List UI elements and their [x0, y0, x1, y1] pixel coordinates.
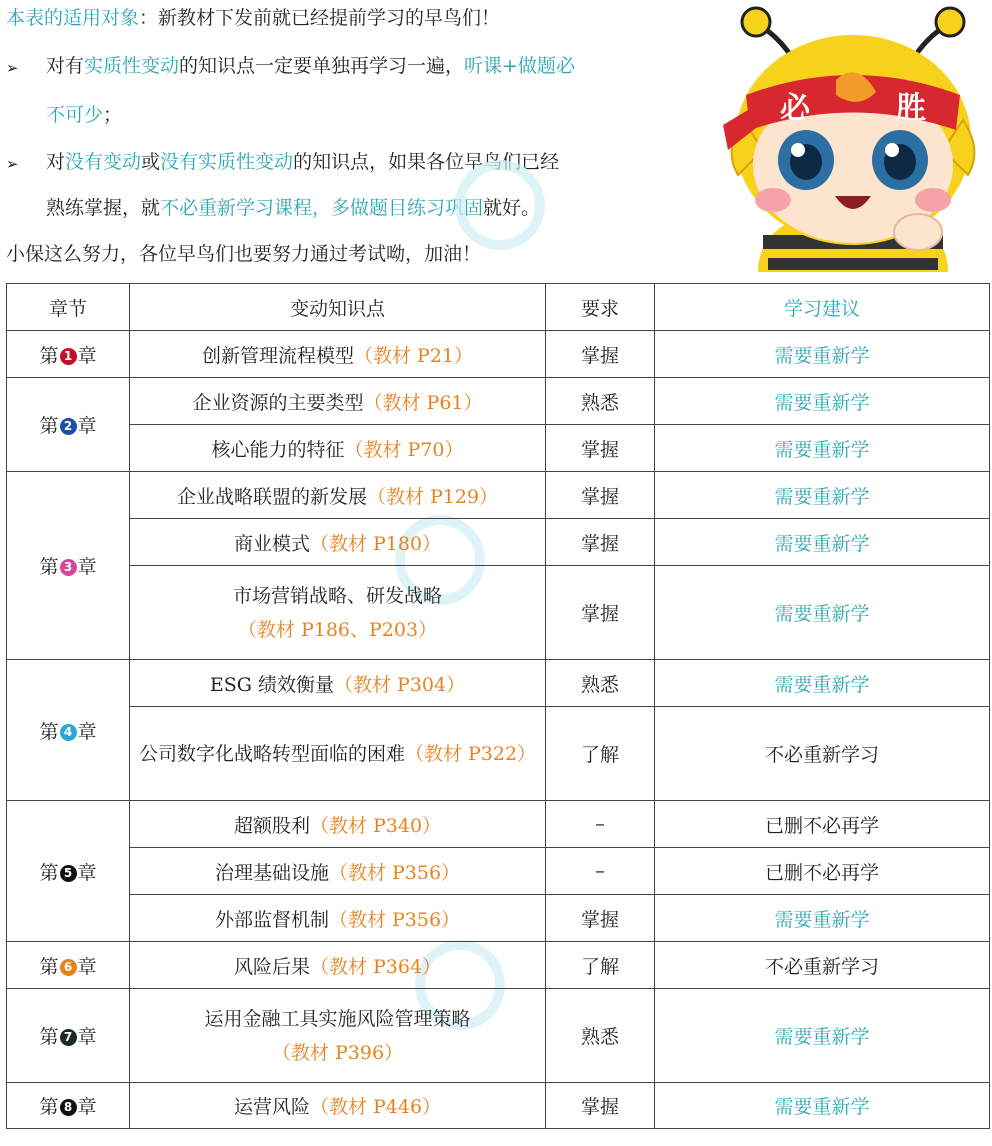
topic-cell: 治理基础设施（教材 P356）	[130, 848, 546, 895]
requirement-cell: 掌握	[546, 566, 655, 660]
table-row	[7, 895, 990, 942]
advice-cell: 需要重新学	[655, 660, 990, 707]
bullet-1-line-2: 不可少；	[46, 104, 123, 126]
advice-cell: 需要重新学	[655, 331, 990, 378]
requirement-cell: 熟悉	[546, 378, 655, 425]
chapter-number-badge: 2	[60, 418, 77, 435]
table-row	[7, 801, 990, 848]
chapter-cell: 第 5 章	[7, 801, 130, 942]
chapter-number-badge: 8	[60, 1099, 77, 1116]
topic-cell: 超额股利（教材 P340）	[130, 801, 546, 848]
chapter-cell: 第 4 章	[7, 660, 130, 801]
advice-cell: 需要重新学	[655, 472, 990, 519]
table-row	[7, 1083, 990, 1129]
header-topic: 变动知识点	[130, 284, 546, 331]
bullet-2-line-2: 熟练掌握，就不必重新学习课程，多做题目练习巩固就好。	[46, 197, 541, 219]
applicable-audience-text: ：新教材下发前就已经提前学习的早鸟们！	[139, 7, 501, 29]
header-requirement: 要求	[546, 284, 655, 331]
bee-mascot-image	[718, 0, 988, 272]
chapter-cell: 第 7 章	[7, 989, 130, 1083]
advice-cell: 需要重新学	[655, 566, 990, 660]
intro-line-1	[6, 2, 500, 35]
applicable-audience-label: 本表的适用对象	[6, 7, 140, 29]
requirement-cell: 了解	[546, 707, 655, 801]
table-row	[7, 425, 990, 472]
table-row	[7, 472, 990, 519]
requirement-cell: 熟悉	[546, 989, 655, 1083]
topic-cell: 创新管理流程模型（教材 P21）	[130, 331, 546, 378]
bullet-1-line-1: 对有实质性变动的知识点一定要单独再学习一遍，听课+做题必	[46, 55, 575, 77]
table-row	[7, 989, 990, 1083]
requirement-cell: 熟悉	[546, 660, 655, 707]
advice-cell: 不必重新学习	[655, 942, 990, 989]
bullet-arrow-icon: ➢	[6, 59, 19, 77]
headband-left-text: 必	[780, 91, 810, 126]
chapter-cell: 第 8 章	[7, 1083, 130, 1129]
topic-cell: 企业资源的主要类型（教材 P61）	[130, 378, 546, 425]
bullet-2-line-1: 对没有变动或没有实质性变动的知识点，如果各位早鸟们已经	[46, 151, 560, 173]
topic-cell: 市场营销战略、研发战略（教材 P186、P203）	[130, 566, 546, 660]
topic-cell: 核心能力的特征（教材 P70）	[130, 425, 546, 472]
chapter-cell: 第 1 章	[7, 331, 130, 378]
table-header-row	[7, 284, 990, 331]
textbook-changes-table	[6, 283, 990, 1129]
advice-cell: 不必重新学习	[655, 707, 990, 801]
table-row	[7, 331, 990, 378]
topic-cell: 风险后果（教材 P364）	[130, 942, 546, 989]
header-advice: 学习建议	[655, 284, 990, 331]
table-row	[7, 942, 990, 989]
closing-line: 小保这么努力，各位早鸟们也要努力通过考试呦，加油！	[6, 243, 482, 265]
chapter-number-badge: 6	[60, 959, 77, 976]
advice-cell: 需要重新学	[655, 1083, 990, 1129]
advice-cell: 已删不必再学	[655, 848, 990, 895]
topic-cell: 商业模式（教材 P180）	[130, 519, 546, 566]
requirement-cell: 掌握	[546, 425, 655, 472]
advice-cell: 需要重新学	[655, 895, 990, 942]
requirement-cell: 掌握	[546, 519, 655, 566]
table-row	[7, 378, 990, 425]
chapter-number-badge: 3	[60, 559, 77, 576]
advice-cell: 需要重新学	[655, 519, 990, 566]
requirement-cell: –	[546, 848, 655, 895]
table-row	[7, 660, 990, 707]
advice-cell: 已删不必再学	[655, 801, 990, 848]
topic-cell: 企业战略联盟的新发展（教材 P129）	[130, 472, 546, 519]
headband-right-text: 胜	[896, 91, 926, 126]
requirement-cell: –	[546, 801, 655, 848]
bullet-arrow-icon: ➢	[6, 155, 19, 173]
chapter-number-badge: 1	[60, 348, 77, 365]
advice-cell: 需要重新学	[655, 425, 990, 472]
requirement-cell: 掌握	[546, 331, 655, 378]
requirement-cell: 掌握	[546, 895, 655, 942]
chapter-number-badge: 5	[60, 865, 77, 882]
chapter-number-badge: 4	[60, 724, 77, 741]
topic-cell: 外部监督机制（教材 P356）	[130, 895, 546, 942]
topic-cell: 公司数字化战略转型面临的困难（教材 P322）	[130, 707, 546, 801]
topic-cell: 运营风险（教材 P446）	[130, 1083, 546, 1129]
header-chapter: 章节	[7, 284, 130, 331]
requirement-cell: 掌握	[546, 1083, 655, 1129]
chapter-number-badge: 7	[60, 1029, 77, 1046]
requirement-cell: 了解	[546, 942, 655, 989]
advice-cell: 需要重新学	[655, 989, 990, 1083]
requirement-cell: 掌握	[546, 472, 655, 519]
topic-cell: ESG 绩效衡量（教材 P304）	[130, 660, 546, 707]
table-row	[7, 707, 990, 801]
table-row	[7, 566, 990, 660]
topic-cell: 运用金融工具实施风险管理策略 （教材 P396）	[130, 989, 546, 1083]
chapter-cell: 第 6 章	[7, 942, 130, 989]
table-row	[7, 848, 990, 895]
chapter-cell: 第 3 章	[7, 472, 130, 660]
advice-cell: 需要重新学	[655, 378, 990, 425]
chapter-cell: 第 2 章	[7, 378, 130, 472]
table-row	[7, 519, 990, 566]
